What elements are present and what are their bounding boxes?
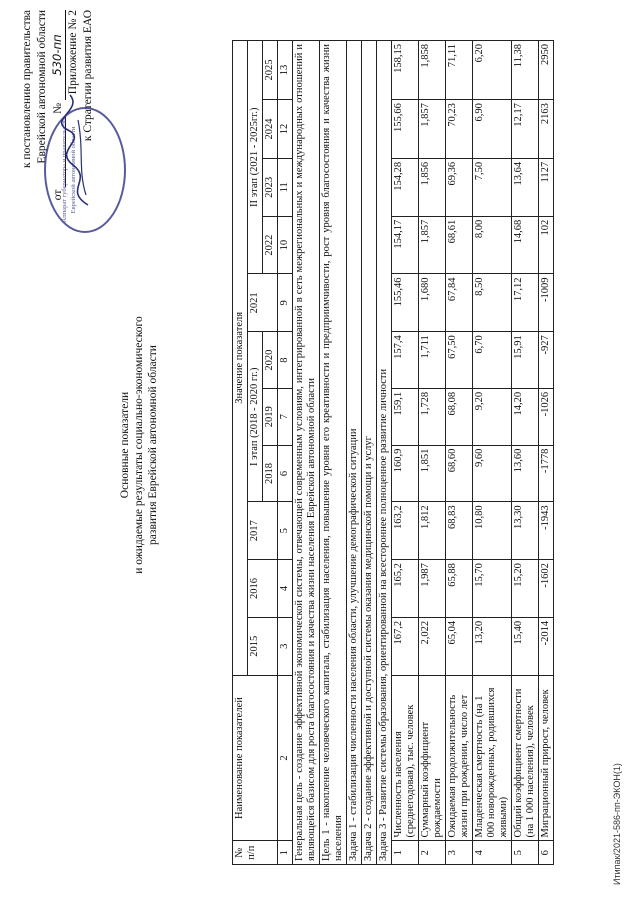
appendix-line: Еврейской автономной области: [36, 10, 48, 164]
col-number: 3: [278, 617, 293, 675]
general-goal: Генеральная цель - создание эффективной экономической системы, отвечающей современным условиям, интегрированной в сеть межрегиональных и международных отношений и являющейся базисом для роста благосостояния и качества жизни населения Еврейской автономной области: [293, 41, 320, 865]
header-year: 2024: [263, 100, 278, 159]
indicator-value: 68,83: [446, 502, 473, 560]
header-year: 2025: [263, 41, 278, 100]
section-row: [293, 41, 320, 865]
indicator-value: 68,61: [446, 216, 473, 274]
indicator-value: 8,00: [473, 216, 512, 274]
indicator-value: 68,60: [446, 445, 473, 502]
data-rows: [392, 41, 554, 865]
col-number: 1: [278, 841, 293, 865]
signature-icon: [58, 90, 98, 210]
table-row: [446, 41, 473, 865]
indicator-value: 1,812: [419, 502, 446, 560]
header-year: 2021: [248, 274, 278, 332]
indicator-value: 71,11: [446, 41, 473, 100]
indicator-value: 154,17: [392, 216, 419, 274]
table-row: [473, 41, 512, 865]
indicator-value: 11,38: [512, 41, 539, 100]
row-number: 2: [419, 841, 446, 865]
table-row: [512, 41, 539, 865]
indicator-value: 102: [539, 216, 554, 274]
header-value: Значение показателя: [233, 41, 248, 676]
header-year: 2017: [248, 502, 278, 560]
col-number: 10: [278, 216, 293, 274]
header-name: Наименование показателей: [233, 675, 278, 841]
indicator-value: 1,711: [419, 332, 446, 389]
row-number: 1: [392, 841, 419, 865]
indicator-value: 8,50: [473, 274, 512, 332]
appendix-line: к постановлению правительства: [21, 10, 33, 169]
indicator-name: Численность населения (среднегодовая), тыс. человек: [392, 675, 419, 841]
appendix-line: Приложение № 2: [67, 10, 79, 95]
indicator-value: 2,022: [419, 617, 446, 675]
indicator-value: 6,90: [473, 100, 512, 159]
header-year: 2015: [248, 617, 278, 675]
indicator-value: -927: [539, 332, 554, 389]
indicator-value: 13,60: [512, 445, 539, 502]
header-year: 2019: [263, 388, 278, 445]
section-row: [347, 41, 362, 865]
col-number: 2: [278, 675, 293, 841]
indicator-value: 1,680: [419, 274, 446, 332]
indicator-value: 7,50: [473, 158, 512, 216]
indicator-value: 15,91: [512, 332, 539, 389]
indicator-value: 17,12: [512, 274, 539, 332]
table-row: [419, 41, 446, 865]
indicator-value: -1943: [539, 502, 554, 560]
indicator-value: 155,66: [392, 100, 419, 159]
indicator-value: 1,851: [419, 445, 446, 502]
indicator-value: 157,4: [392, 332, 419, 389]
indicator-value: 65,04: [446, 617, 473, 675]
document-title: Основные показатели и ожидаемые результаты социально-экономического развития Еврейской автономной области: [119, 316, 159, 574]
header-num: № п/п: [233, 841, 278, 865]
indicator-value: 159,1: [392, 388, 419, 445]
table-row: [392, 41, 419, 865]
indicator-value: 6,20: [473, 41, 512, 100]
appendix-line: к Стратегии развития ЕАО: [82, 10, 94, 142]
indicator-value: 67,50: [446, 332, 473, 389]
row-number: 6: [539, 841, 554, 865]
row-number: 5: [512, 841, 539, 865]
indicator-value: 158,15: [392, 41, 419, 100]
indicator-value: 9,20: [473, 388, 512, 445]
official-stamp: Аппарат губернатора и правительства Еврейской автономной области: [44, 107, 126, 233]
indicator-name: Младенческая смертность (на 1 000 новорожденных, родившихся живыми): [473, 675, 512, 841]
section-row: [362, 41, 377, 865]
row-number: 4: [473, 841, 512, 865]
indicators-table: [232, 40, 554, 865]
header-stage2: II этап (2021 - 2025гг.): [248, 41, 263, 274]
indicator-value: 1,728: [419, 388, 446, 445]
col-number: 5: [278, 502, 293, 560]
indicator-name: Общий коэффициент смертности (на 1 000 населения), человек: [512, 675, 539, 841]
col-number: 9: [278, 274, 293, 332]
appendix-date-number: от № 530-пп: [50, 10, 66, 265]
col-number: 8: [278, 332, 293, 389]
indicator-value: 2163: [539, 100, 554, 159]
indicator-value: 1127: [539, 158, 554, 216]
indicator-value: 154,28: [392, 158, 419, 216]
indicator-value: 69,36: [446, 158, 473, 216]
indicator-value: 1,857: [419, 100, 446, 159]
section-row: [320, 41, 347, 865]
indicator-value: 13,64: [512, 158, 539, 216]
col-number: 6: [278, 445, 293, 502]
footer-code: Итипак/2021-586-пп-ЭКОН(1): [612, 763, 622, 885]
indicator-value: 1,857: [419, 216, 446, 274]
indicator-name: Ожидаемая продолжительность жизни при рождении, число лет: [446, 675, 473, 841]
indicator-value: 14,20: [512, 388, 539, 445]
indicator-value: 12,17: [512, 100, 539, 159]
indicator-value: 15,70: [473, 560, 512, 618]
col-number: 13: [278, 41, 293, 100]
section-row: [377, 41, 392, 865]
task-3: Задача 3 - Развитие системы образования, ориентированной на всестороннее полноценное развитие личности: [377, 41, 392, 865]
indicator-value: 167,2: [392, 617, 419, 675]
indicator-name: Миграционный прирост, человек: [539, 675, 554, 841]
column-number-row: [278, 41, 293, 865]
task-1: Задача 1 - стабилизация численности населения области, улучшение демографической ситуации: [347, 41, 362, 865]
indicator-value: 165,2: [392, 560, 419, 618]
indicator-value: 65,88: [446, 560, 473, 618]
indicator-value: 70,23: [446, 100, 473, 159]
row-number: 3: [446, 841, 473, 865]
indicator-value: 15,40: [512, 617, 539, 675]
task-2: Задача 2 - создание эффективной и доступной системы оказания медицинской помощи и услуг: [362, 41, 377, 865]
indicator-value: 163,2: [392, 502, 419, 560]
header-year: 2016: [248, 560, 278, 618]
col-number: 7: [278, 388, 293, 445]
indicator-value: 160,9: [392, 445, 419, 502]
goal-1: Цель 1 - накопление человеческого капитала, стабилизация населения, повышение уровня его креативности и предприимчивости, рост уровня благосостояния и качества жизни населения: [320, 41, 347, 865]
indicator-value: 2950: [539, 41, 554, 100]
col-number: 4: [278, 560, 293, 618]
indicator-value: 6,70: [473, 332, 512, 389]
indicator-value: 1,987: [419, 560, 446, 618]
indicator-value: 68,08: [446, 388, 473, 445]
header-year: 2022: [263, 216, 278, 274]
header-row: [233, 41, 248, 865]
indicator-value: -1602: [539, 560, 554, 618]
indicator-value: 9,60: [473, 445, 512, 502]
indicator-value: -2014: [539, 617, 554, 675]
header-year: 2018: [263, 445, 278, 502]
header-year: 2023: [263, 158, 278, 216]
indicator-value: 15,20: [512, 560, 539, 618]
indicator-value: 155,46: [392, 274, 419, 332]
header-year: 2020: [263, 332, 278, 389]
indicator-value: -1009: [539, 274, 554, 332]
indicator-value: 13,20: [473, 617, 512, 675]
indicator-value: 67,84: [446, 274, 473, 332]
header-stage1: I этап (2018 - 2020 гг.): [248, 332, 263, 502]
indicator-value: 10,80: [473, 502, 512, 560]
col-number: 12: [278, 100, 293, 159]
indicator-value: 14,68: [512, 216, 539, 274]
indicator-value: -1778: [539, 445, 554, 502]
indicator-value: -1026: [539, 388, 554, 445]
col-number: 11: [278, 158, 293, 216]
indicator-name: Суммарный коэффициент рождаемости: [419, 675, 446, 841]
indicator-value: 13,30: [512, 502, 539, 560]
indicator-value: 1,856: [419, 158, 446, 216]
table-row: [539, 41, 554, 865]
indicator-value: 1,858: [419, 41, 446, 100]
appendix-number: 530-пп: [50, 10, 66, 100]
